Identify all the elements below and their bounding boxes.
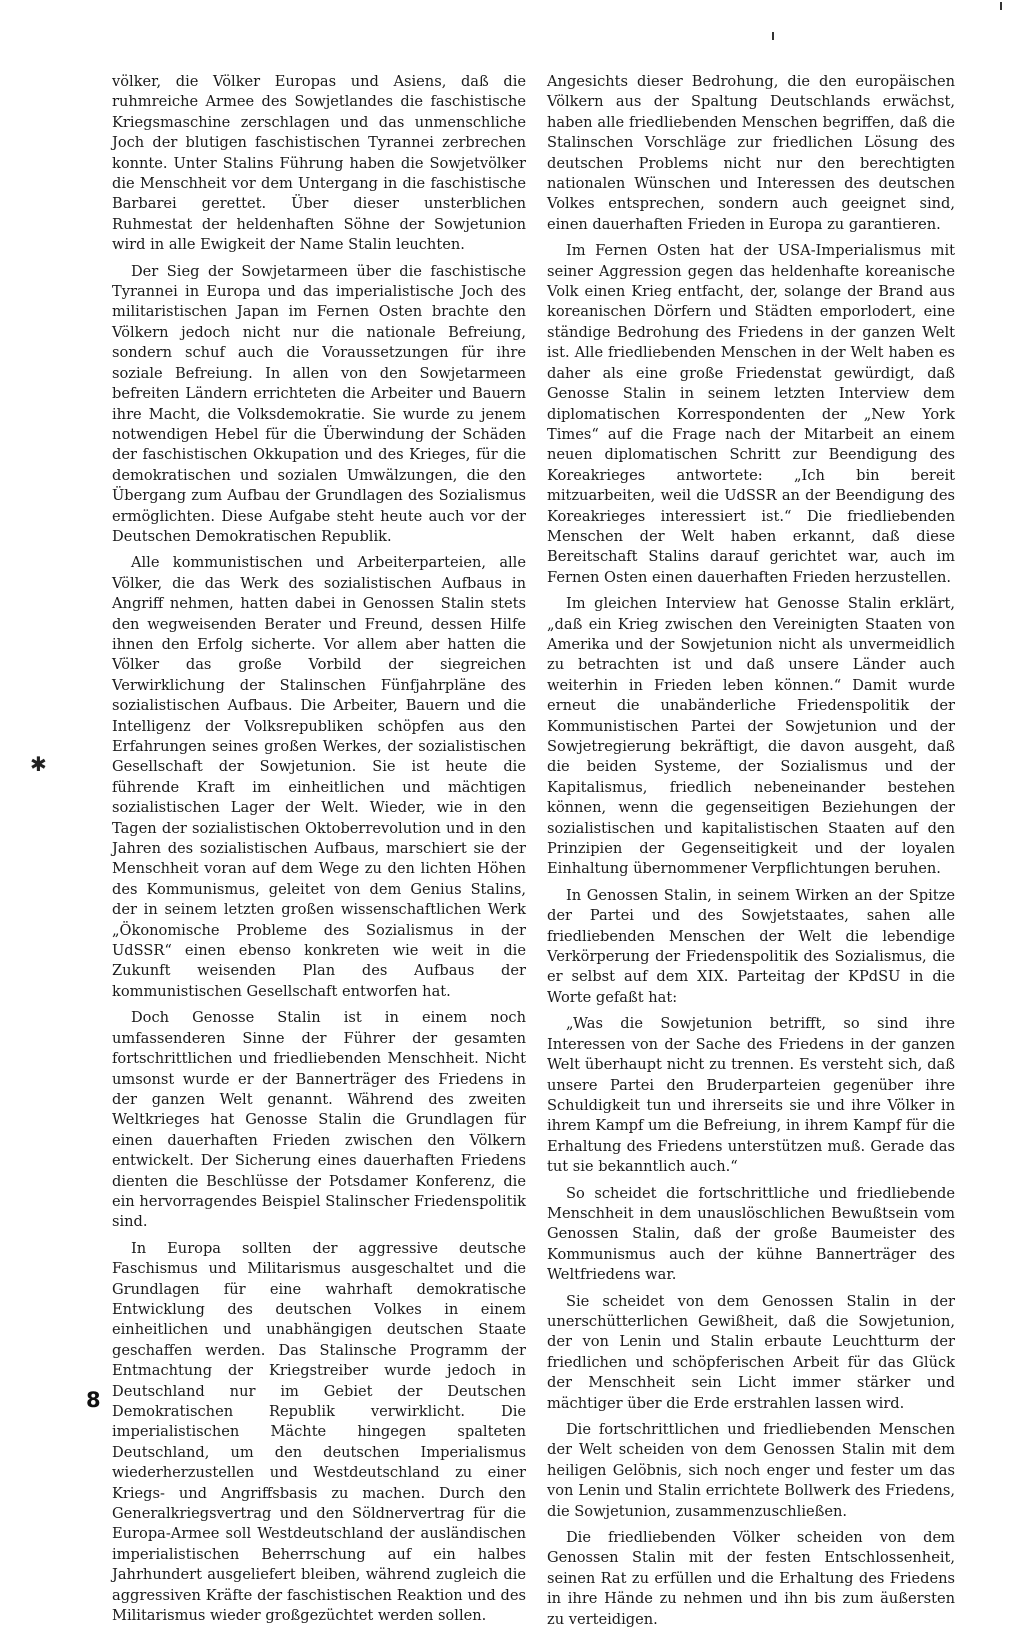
paragraph: Der Sieg der Sowjetarmeen über die faschistische Tyrannei in Europa und das imperialistische Joch des militaristischen Japan im Fernen Osten brachte den Völkern jedoch nicht nur die nationale Befreiung, sondern schuf auch die Voraussetzungen für ihre soziale Befreiung. In allen von den Sowjetarmeen befreiten Ländern errichteten die Arbeiter und Bauern ihre Macht, die Volksdemokratie. Sie wurde zu jenem notwendigen Hebel für die Überwindung der Schäden der faschistischen Okkupation und des Krieges, für die demokratischen und sozialen Umwälzungen, die den Übergang zum Aufbau der Grundlagen des Sozialismus ermöglichten. Diese Aufgabe steht heute auch vor der Deutschen Demokratischen Republik. xyxy=(112,262,526,545)
paragraph: Sie scheidet von dem Genossen Stalin in der unerschütterlichen Gewißheit, daß die Sowjetunion, der von Lenin und Stalin erbaute Leuchtturm der friedlichen und schöpferischen Arbeit für das Glück der Menschheit sein Licht immer stärker und mächtiger über die Erde erstrahlen lassen wird. xyxy=(547,1292,955,1412)
right-column xyxy=(547,72,955,1636)
paragraph: Alle kommunistischen und Arbeiterparteien, alle Völker, die das Werk des sozialistischen Aufbaus in Angriff nehmen, hatten dabei in Genossen Stalin stets den wegweisenden Berater und Freund, dessen Hilfe ihnen den Erfolg sicherte. Vor allem aber hatten die Völker das große Vorbild der siegreichen Verwirklichung der Stalinschen Fünfjahrpläne des sozialistischen Aufbaus. Die Arbeiter, Bauern und die Intelligenz der Volksrepubliken schöpfen aus den Erfahrungen seines großen Werkes, der sozialistischen Gesellschaft der Sowjetunion. Sie ist heute die führende Kraft im einheitlichen und mächtigen sozialistischen Lager der Welt. Wieder, wie in den Tagen der sozialistischen Oktoberrevolution und in den Jahren des sozialistischen Aufbaus, marschiert sie der Menschheit voran auf dem Wege zu den lichten Höhen des Kommunismus, geleitet von dem Genius Stalins, der in seinem letzten großen wissenschaftlichen Werk „Ökonomische Probleme des Sozialismus in der UdSSR“ einen ebenso konkreten wie weit in die Zukunft weisenden Plan des Aufbaus der kommunistischen Gesellschaft entworfen hat. xyxy=(112,554,526,1000)
paragraph: Im gleichen Interview hat Genosse Stalin erklärt, „daß ein Krieg zwischen den Vereinigten Staaten von Amerika und der Sowjetunion nicht als unvermeidlich zu betrachten ist und daß unsere Länder auch weiterhin in Frieden leben können.“ Damit wurde erneut die unabänderliche Friedenspolitik der Kommunistischen Partei der Sowjetunion und der Sowjetregierung bekräftigt, die davon ausgeht, daß die beiden Systeme, der Sozialismus und der Kapitalismus, friedlich nebeneinander bestehen können, wenn die gegenseitigen Beziehungen der sozialistischen und kapitalistischen Staaten auf den Prinzipien der Gegenseitigkeit und der loyalen Einhaltung übernommener Verpflichtungen beruhen. xyxy=(547,595,955,878)
paragraph: So scheidet die fortschrittliche und friedliebende Menschheit in dem unauslöschlichen Bewußtsein vom Genossen Stalin, daß der große Baumeister des Kommunismus auch der kühne Bannerträger des Weltfriedens war. xyxy=(547,1184,955,1284)
scan-mark xyxy=(772,32,774,40)
paragraph: Die fortschrittlichen und friedliebenden Menschen der Welt scheiden von dem Genossen Stalin mit dem heiligen Gelöbnis, sich noch enger und fester um das von Lenin und Stalin errichtete Bollwerk des Friedens, die Sowjetunion, zusammenzuschließen. xyxy=(547,1421,955,1520)
block-quote: „Was die Sowjetunion betrifft, so sind ihre Interessen von der Sache des Friedens in der ganzen Welt überhaupt nicht zu trennen. Es versteht sich, daß unsere Partei den Bruderparteien gegenüber ihre Schuldigkeit tun und ihrerseits sie und ihre Völker in ihrem Kampf um die Befreiung, in ihrem Kampf für die Erhaltung des Friedens unterstützen muß. Gerade das tut sie bekanntlich auch.“ xyxy=(547,1015,955,1176)
margin-mark: ✱ xyxy=(30,752,47,776)
paragraph: Die friedliebenden Völker scheiden von dem Genossen Stalin mit der festen Entschlossenheit, seinen Rat zu erfüllen und die Erhaltung des Friedens in ihre Hände zu nehmen und ihn bis zum äußersten zu verteidigen. xyxy=(547,1529,955,1628)
paragraph: Doch Genosse Stalin ist in einem noch umfassenderen Sinne der Führer der gesamten fortschrittlichen und friedliebenden Menschheit. Nicht umsonst wurde er der Bannerträger des Friedens in der ganzen Welt genannt. Während des zweiten Weltkrieges hat Genosse Stalin die Grundlagen für einen dauerhaften Frieden zwischen den Völkern entwickelt. Der Sicherung eines dauerhaften Friedens dienten die Beschlüsse der Potsdamer Konferenz, die ein hervorragendes Beispiel Stalinscher Friedenspolitik sind. xyxy=(112,1009,526,1231)
paragraph: In Europa sollten der aggressive deutsche Faschismus und Militarismus ausgeschaltet und die Grundlagen für eine wahrhaft demokratische Entwicklung des deutschen Volkes in einem einheitlichen und unabhängigen deutschen Staate geschaffen werden. Das Stalinsche Programm der Entmachtung der Kriegstreiber wurde jedoch in Deutschland nur im Gebiet der Deutschen Demokratischen Republik verwirklicht. Die imperialistischen Mächte hingegen spalteten Deutschland, um den deutschen Imperialismus wiederherzustellen und Westdeutschland zu einer Kriegs- und Angriffsbasis zu machen. Durch den Generalkriegsvertrag und den Söldnervertrag für die Europa-Armee soll Westdeutschland der ausländischen imperialistischen Beherrschung auf ein halbes Jahrhundert ausgeliefert bleiben, während zugleich die aggressiven Kräfte der faschistischen Reaktion und des Militarismus wieder großgezüchtet werden sollen. xyxy=(112,1239,526,1625)
paragraph: Im Fernen Osten hat der USA-Imperialismus mit seiner Aggression gegen das heldenhafte koreanische Volk einen Krieg entfacht, der, solange der Brand aus koreanischen Dörfern und Städten emporlodert, eine ständige Bedrohung des Friedens in der ganzen Welt ist. Alle friedliebenden Menschen in der Welt haben es daher als eine große Friedenstat gewürdigt, daß Genosse Stalin in seinem letzten Interview dem diplomatischen Korrespondenten der „New York Times“ auf die Frage nach der Mitarbeit an einem neuen diplomatischen Schritt zur Beendigung des Koreakrieges antwortete: „Ich bin bereit mitzuarbeiten, weil die UdSSR an der Beendigung des Koreakrieges interessiert ist.“ Die friedliebenden Menschen der Welt haben erkannt, daß diese Bereitschaft Stalins darauf gerichtet war, auch im Fernen Osten einen dauerhaften Frieden herzustellen. xyxy=(547,242,955,586)
page-number: 8 xyxy=(86,1388,101,1412)
paragraph: völker, die Völker Europas und Asiens, daß die ruhmreiche Armee des Sowjetlandes die faschistische Kriegsmaschine zerschlagen und das unmenschliche Joch der blutigen faschistischen Tyrannei zerbrechen konnte. Unter Stalins Führung haben die Sowjetvölker die Menschheit vor dem Untergang in die faschistische Barbarei gerettet. Über dieser unsterblichen Ruhmestat der heldenhaften Söhne der Sowjetunion wird in alle Ewigkeit der Name Stalin leuchten. xyxy=(112,73,526,254)
left-column xyxy=(112,72,526,1632)
scan-mark xyxy=(1000,2,1002,10)
paragraph: In Genossen Stalin, in seinem Wirken an der Spitze der Partei und des Sowjetstaates, sahen alle friedliebenden Menschen der Welt die lebendige Verkörperung der Friedenspolitik des Sozialismus, die er selbst auf dem XIX. Parteitag der KPdSU in die Worte gefaßt hat: xyxy=(547,886,955,1006)
paragraph: Angesichts dieser Bedrohung, die den europäischen Völkern aus der Spaltung Deutschlands erwächst, haben alle friedliebenden Menschen begriffen, daß die Stalinschen Vorschläge zur friedlichen Lösung des deutschen Problems nicht nur den berechtigten nationalen Wünschen und Interessen des deutschen Volkes entsprechen, sondern auch geeignet sind, einen dauerhaften Frieden in Europa zu garantieren. xyxy=(547,73,955,233)
